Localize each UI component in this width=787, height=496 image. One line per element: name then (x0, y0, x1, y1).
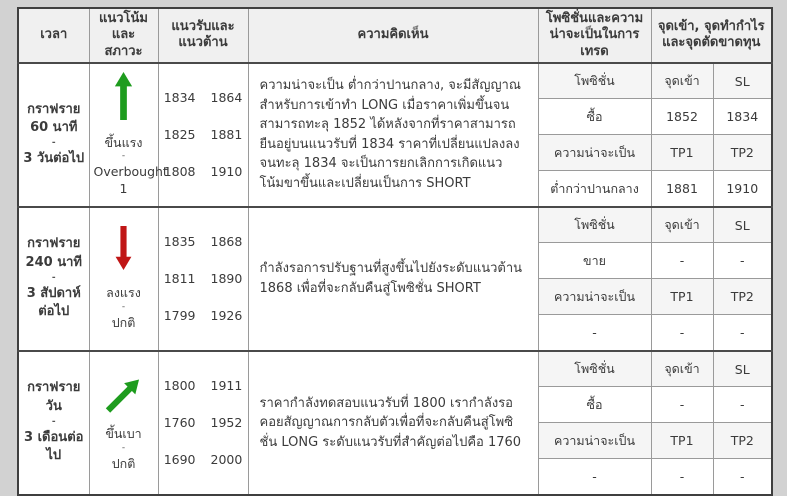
support-value: 1808 (163, 164, 196, 180)
position-value: ขาย (538, 243, 651, 279)
resistance-value: 2000 (210, 452, 243, 468)
timeframe-label: กราฟรายวัน (27, 380, 81, 415)
tp2-label: TP2 (713, 279, 772, 315)
timeframe-cell (18, 351, 89, 495)
trading-analysis-table-wrap (17, 7, 773, 496)
probability-value: ต่ำกว่าปานกลาง (538, 171, 651, 207)
arrow-down-icon (112, 226, 135, 270)
resistance-value: 1868 (210, 234, 243, 250)
trend-strength-label: ลงแรง (106, 285, 141, 301)
row-group-240min (18, 207, 772, 351)
trend-state-label: ปกติ (111, 455, 136, 471)
horizon-label: 3 สัปดาห์ต่อไป (26, 285, 81, 320)
trend-cell (89, 63, 168, 207)
separator-dash: - (51, 272, 56, 283)
arrow-up-icon (112, 72, 135, 120)
horizon-label: 3 เดือนต่อไป (24, 429, 84, 464)
probability-value: - (538, 459, 651, 495)
support-resistance-cell (158, 207, 248, 351)
tp2-value: - (713, 315, 772, 351)
support-value: 1760 (163, 415, 196, 431)
separator-dash: - (121, 301, 126, 312)
entry-label: จุดเข้า (651, 63, 713, 99)
resistance-value: 1952 (210, 415, 243, 431)
tp2-value: 1910 (713, 171, 772, 207)
timeframe-cell (18, 207, 89, 351)
tp2-value: - (713, 459, 772, 495)
header-trend: แนวโน้มและสภาวะ (89, 8, 158, 63)
row-group-daily (18, 351, 772, 495)
separator-dash: - (51, 138, 56, 149)
support-resistance-cell (158, 63, 248, 207)
position-label: โพซิชั่น (538, 207, 651, 243)
probability-value: - (538, 315, 651, 351)
separator-dash: - (121, 442, 126, 453)
support-value: 1690 (163, 452, 196, 468)
position-label: โพซิชั่น (538, 351, 651, 387)
level-pair (164, 234, 243, 249)
separator-dash: - (51, 416, 56, 427)
comment-cell: กำลังรอการปรับฐานที่สูงขึ้นไปยังระดับแนวต้าน 1868 เพื่อที่จะกลับคืนสู่โพซิชั่น SHORT (248, 207, 538, 351)
entry-value: - (651, 387, 713, 423)
tp1-label: TP1 (651, 135, 713, 171)
support-value: 1834 (163, 90, 196, 106)
horizon-label: 3 วันต่อไป (23, 151, 85, 167)
resistance-value: 1926 (210, 308, 243, 324)
tp1-value: - (651, 315, 713, 351)
header-entry-tp-sl: จุดเข้า, จุดทำกำไรและจุดตัดขาดทุน (651, 8, 772, 63)
tp1-label: TP1 (651, 423, 713, 459)
comment-cell: ความน่าจะเป็น ต่ำกว่าปานกลาง, จะมีสัญญาณสำหรับการเข้าทำ LONG เมื่อราคาเพิ่มขึ้นจนสามารถทะลุ 1852 ได้หลังจากที่ราคาสามารถยืนอยู่บนแนวรับที่ 1834 ราคาที่เปลี่ยนแปลงลงจนทะลุ 1834 จะเป็นการยกเลิกการเกิดแนวโน้มขาขึ้นและเปลี่ยนเป็นการ SHORT (248, 63, 538, 207)
position-value: ซื้อ (538, 387, 651, 423)
sl-value: - (713, 387, 772, 423)
position-value: ซื้อ (538, 99, 651, 135)
level-pair (164, 164, 243, 179)
timeframe-label: กราฟราย 240 นาที (25, 236, 82, 271)
probability-label: ความน่าจะเป็น (538, 279, 651, 315)
tp2-label: TP2 (713, 135, 772, 171)
trend-cell (89, 207, 158, 351)
header-levels: แนวรับและแนวต้าน (158, 8, 248, 63)
support-value: 1811 (163, 271, 196, 287)
timeframe-label: กราฟราย 60 นาที (27, 101, 81, 136)
row-group-60min (18, 63, 772, 207)
tp1-value: - (651, 459, 713, 495)
support-value: 1835 (163, 234, 196, 250)
arrow-up-right-icon (100, 372, 147, 419)
separator-dash: - (121, 151, 126, 162)
trading-analysis-table (17, 7, 773, 496)
level-pair (164, 378, 243, 393)
sl-label: SL (713, 351, 772, 387)
sl-value: - (713, 243, 772, 279)
header-comment: ความคิดเห็น (248, 8, 538, 63)
timeframe-cell (18, 63, 89, 207)
probability-label: ความน่าจะเป็น (538, 135, 651, 171)
level-pair (164, 271, 243, 286)
trend-strength-label: ขึ้นแรง (104, 134, 143, 150)
trend-state-label: Overbought 1 (93, 163, 168, 197)
trend-state-label: ปกติ (111, 314, 136, 330)
trend-strength-label: ขึ้นเบา (105, 426, 142, 442)
resistance-value: 1911 (210, 378, 243, 394)
table-header (18, 8, 772, 63)
sl-label: SL (713, 63, 772, 99)
position-label: โพซิชั่น (538, 63, 651, 99)
level-pair (164, 415, 243, 430)
resistance-value: 1890 (210, 271, 243, 287)
resistance-value: 1910 (210, 164, 243, 180)
level-pair (164, 127, 243, 142)
tp1-value: 1881 (651, 171, 713, 207)
level-pair (164, 308, 243, 323)
probability-label: ความน่าจะเป็น (538, 423, 651, 459)
resistance-value: 1864 (210, 90, 243, 106)
entry-label: จุดเข้า (651, 207, 713, 243)
level-pair (164, 90, 243, 105)
trend-cell (89, 351, 158, 495)
tp2-label: TP2 (713, 423, 772, 459)
resistance-value: 1881 (210, 127, 243, 143)
comment-cell: ราคากำลังทดสอบแนวรับที่ 1800 เรากำลังรอคอยสัญญาณการกลับตัวเพื่อที่จะกลับคืนสู่โพซิชั่น LONG ระดับแนวรับที่สำคัญต่อไปคือ 1760 (248, 351, 538, 495)
level-pair (164, 452, 243, 467)
header-position: โพซิชั่นและความน่าจะเป็นในการเทรด (538, 8, 651, 63)
support-value: 1799 (163, 308, 196, 324)
entry-label: จุดเข้า (651, 351, 713, 387)
tp1-label: TP1 (651, 279, 713, 315)
entry-value: - (651, 243, 713, 279)
support-resistance-cell (158, 351, 248, 495)
support-value: 1800 (163, 378, 196, 394)
sl-label: SL (713, 207, 772, 243)
sl-value: 1834 (713, 99, 772, 135)
header-time: เวลา (18, 8, 89, 63)
entry-value: 1852 (651, 99, 713, 135)
support-value: 1825 (163, 127, 196, 143)
